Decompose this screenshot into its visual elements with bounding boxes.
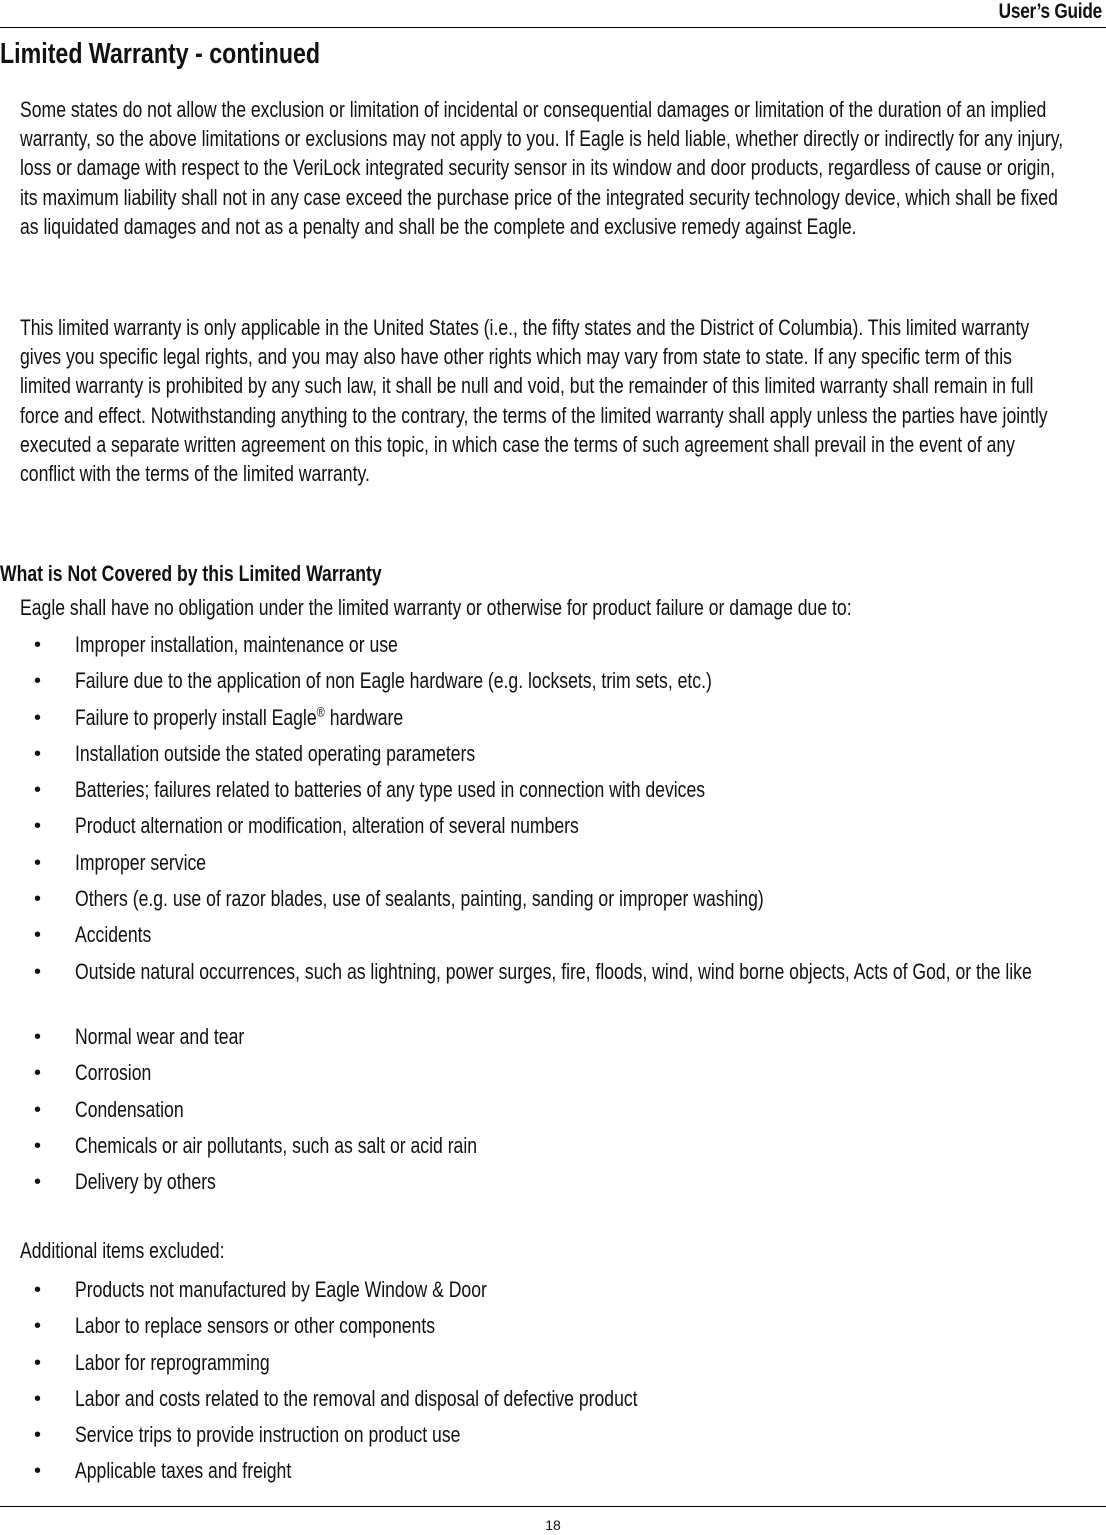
list-item: • Condensation xyxy=(0,1095,1106,1131)
list-item: • Products not manufactured by Eagle Window & Door xyxy=(0,1275,1106,1311)
registered-trademark: ® xyxy=(316,703,325,720)
page-number: 18 xyxy=(545,1517,561,1533)
bullet-icon: • xyxy=(34,1098,42,1121)
bullet-icon: • xyxy=(34,706,42,729)
list-item: • Normal wear and tear xyxy=(0,1022,1106,1058)
list-item: • Batteries; failures related to batteries of any type used in connection with devices xyxy=(0,775,1106,811)
bullet-icon: • xyxy=(34,1135,42,1158)
list-item: • Corrosion xyxy=(0,1058,1106,1094)
not-covered-list xyxy=(0,630,1106,1204)
bullet-icon: • xyxy=(34,634,42,656)
list-item: • Accidents xyxy=(0,920,1106,956)
bullet-icon: • xyxy=(34,1460,42,1483)
list-item: • Failure due to the application of non Eagle hardware (e.g. locksets, trim sets, etc.) xyxy=(0,666,1106,702)
list-item: • Service trips to provide instruction on product use xyxy=(0,1420,1106,1456)
additional-items-list xyxy=(0,1275,1106,1493)
section-heading-not-covered: What is Not Covered by this Limited Warranty xyxy=(0,561,382,586)
list-item: • Outside natural occurrences, such as lightning, power surges, fire, floods, wind, wind borne objects, Acts of God, or the like xyxy=(0,957,1106,1023)
list-item-text: Failure to properly install Eagle xyxy=(75,704,317,730)
paragraph-liability: Some states do not allow the exclusion or limitation of incidental or consequential damages or limitation of the duration of an implied warranty, so the above limitations or exclusions may not apply to you. If Eagle is held liable, whether directly or indirectly for any injury, loss or damage with respect to the VeriLock integrated security sensor in its window and door products, regardless of cause or origin, its maximum liability shall not in any case exceed the purchase price of the integrated security technology device, which shall be fixed as liquidated damages and not as a penalty and shall be the complete and exclusive remedy against Eagle. xyxy=(20,97,1064,239)
list-item: • Labor to replace sensors or other components xyxy=(0,1311,1106,1347)
header-guide-title: User’s Guide xyxy=(998,0,1102,23)
list-item: • Others (e.g. use of razor blades, use of sealants, painting, sanding or improper washing) xyxy=(0,884,1106,920)
list-item: • Labor for reprogramming xyxy=(0,1348,1106,1384)
list-item: • Chemicals or air pollutants, such as salt or acid rain xyxy=(0,1131,1106,1167)
bullet-icon: • xyxy=(34,742,42,765)
list-item: • Improper installation, maintenance or use xyxy=(0,630,1106,666)
header-divider xyxy=(0,27,1106,28)
not-covered-intro: Eagle shall have no obligation under the limited warranty or otherwise for product failure or damage due to: xyxy=(20,595,852,620)
list-item: • Improper service xyxy=(0,848,1106,884)
bullet-icon: • xyxy=(34,1026,42,1049)
bullet-icon: • xyxy=(34,960,42,983)
bullet-icon: • xyxy=(34,1062,42,1085)
footer-divider xyxy=(0,1506,1106,1507)
list-item: • Product alternation or modification, alteration of several numbers xyxy=(0,811,1106,847)
bullet-icon: • xyxy=(34,1279,42,1301)
additional-items-intro: Additional items excluded: xyxy=(20,1238,225,1263)
bullet-icon: • xyxy=(34,815,42,838)
paragraph-applicability: This limited warranty is only applicable in the United States (i.e., the fifty states and the District of Columbia). This limited warranty gives you specific legal rights, and you may also have other rights which may vary from state to state. If any specific term of this limited warranty is prohibited by any such law, it shall be null and void, but the remainder of this limited warranty shall remain in full force and effect. Notwithstanding anything to the contrary, the terms of the limited warranty shall apply unless the parties have jointly executed a separate written agreement on this topic, in which case the terms of such agreement shall prevail in the event of any conflict with the terms of the limited warranty. xyxy=(20,315,1048,487)
page-title: Limited Warranty - continued xyxy=(0,38,321,70)
bullet-icon: • xyxy=(34,924,42,947)
bullet-icon: • xyxy=(34,851,42,874)
bullet-icon: • xyxy=(34,1171,42,1194)
bullet-icon: • xyxy=(34,888,42,911)
list-item-text-suffix: hardware xyxy=(324,704,404,730)
bullet-icon: • xyxy=(34,1387,42,1410)
list-item: • Labor and costs related to the removal and disposal of defective product xyxy=(0,1384,1106,1420)
bullet-icon: • xyxy=(34,1351,42,1374)
bullet-icon: • xyxy=(34,670,42,693)
bullet-icon: • xyxy=(34,779,42,802)
bullet-icon: • xyxy=(34,1424,42,1447)
list-item: • Applicable taxes and freight xyxy=(0,1456,1106,1492)
bullet-icon: • xyxy=(34,1315,42,1338)
list-item: • Delivery by others xyxy=(0,1167,1106,1203)
list-item: • Installation outside the stated operating parameters xyxy=(0,739,1106,775)
list-item xyxy=(0,703,1106,739)
